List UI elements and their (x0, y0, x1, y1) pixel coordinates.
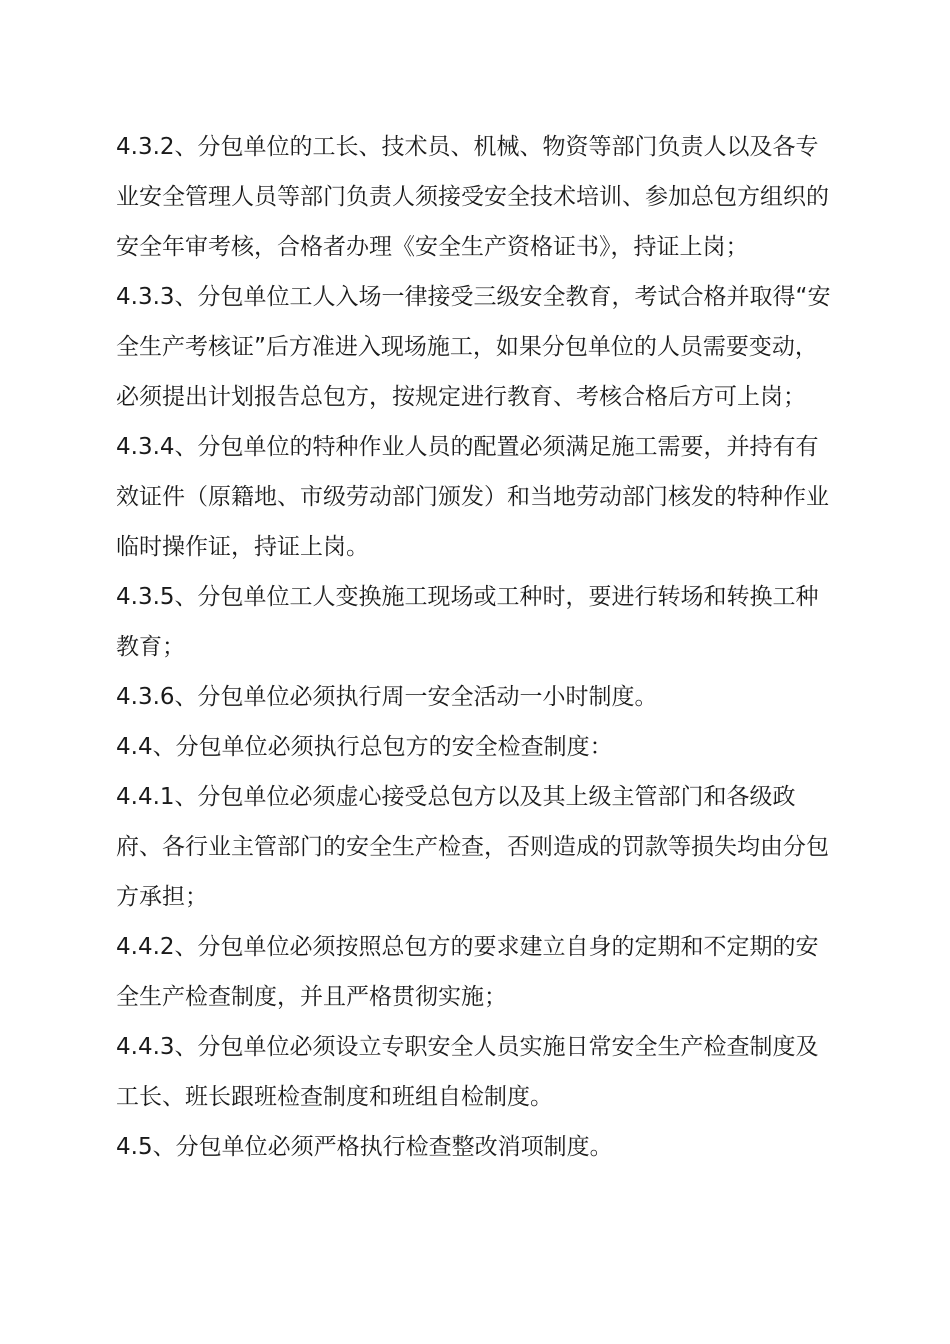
paragraph-4-3-3: 4.3.3、分包单位工人入场一律接受三级安全教育，考试合格并取得“安全生产考核证”后方准进入现场施工，如果分包单位的人员需要变动，必须提出计划报告总包方，按规定进行教育、考核合格后方可上岗； (116, 284, 831, 410)
paragraph-4-3-5: 4.3.5、分包单位工人变换施工现场或工种时，要进行转场和转换工种教育； (116, 584, 819, 660)
document-body (116, 122, 836, 1172)
paragraph-4-5: 4.5、分包单位必须严格执行检查整改消项制度。 (116, 1134, 613, 1160)
paragraph-4-4: 4.4、分包单位必须执行总包方的安全检查制度： (116, 734, 613, 760)
paragraph-4-4-3: 4.4.3、分包单位必须设立专职安全人员实施日常安全生产检查制度及工长、班长跟班检查制度和班组自检制度。 (116, 1034, 819, 1110)
paragraph-4-3-4: 4.3.4、分包单位的特种作业人员的配置必须满足施工需要，并持有有效证件（原籍地、市级劳动部门颁发）和当地劳动部门核发的特种作业临时操作证，持证上岗。 (116, 434, 829, 560)
paragraph-4-4-2: 4.4.2、分包单位必须按照总包方的要求建立自身的定期和不定期的安全生产检查制度，并且严格贯彻实施； (116, 934, 819, 1010)
paragraph-4-3-6: 4.3.6、分包单位必须执行周一安全活动一小时制度。 (116, 684, 658, 710)
paragraph-4-4-1: 4.4.1、分包单位必须虚心接受总包方以及其上级主管部门和各级政府、各行业主管部门的安全生产检查，否则造成的罚款等损失均由分包方承担； (116, 784, 829, 910)
paragraph-4-3-2: 4.3.2、分包单位的工长、技术员、机械、物资等部门负责人以及各专业安全管理人员等部门负责人须接受安全技术培训、参加总包方组织的安全年审考核，合格者办理《安全生产资格证书》，持证上岗； (116, 134, 829, 260)
